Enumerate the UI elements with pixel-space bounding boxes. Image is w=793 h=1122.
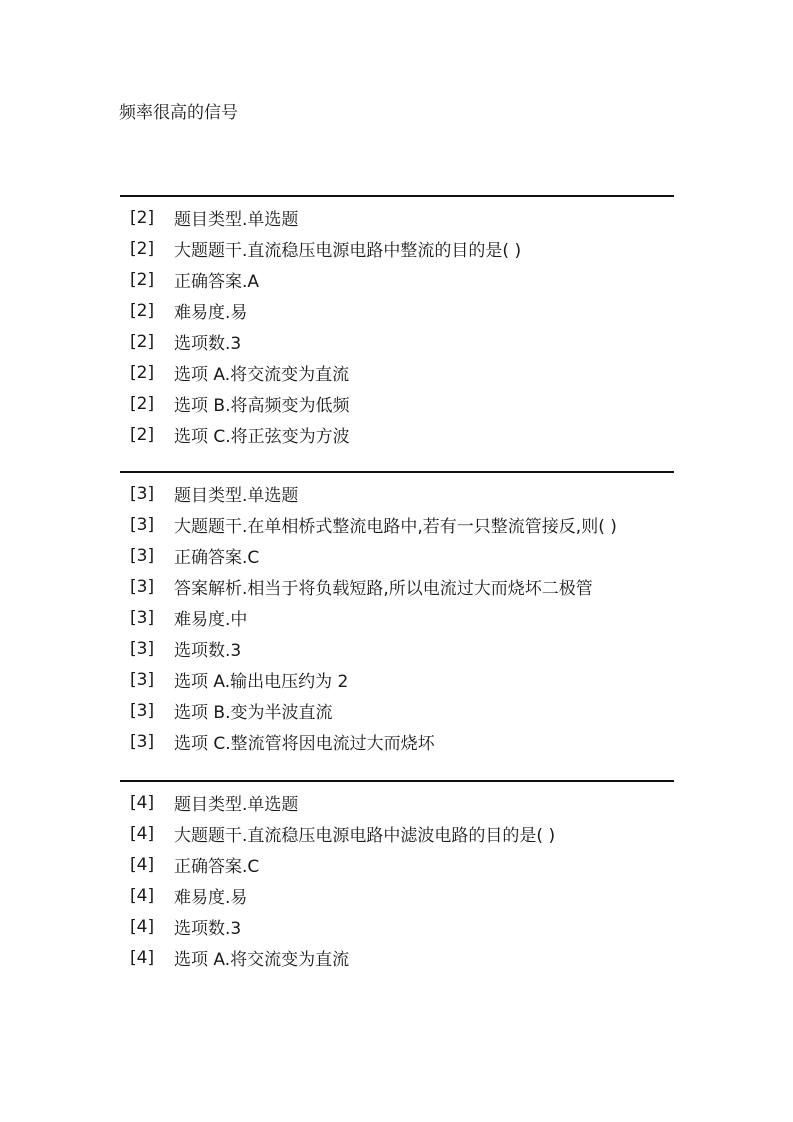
question-number: [4] xyxy=(130,916,155,937)
question-field: 正确答案.C xyxy=(174,857,260,877)
question-row xyxy=(120,818,674,849)
question-row xyxy=(120,571,674,602)
question-field: 选项 B.变为半波直流 xyxy=(174,703,333,723)
question-number: [2] xyxy=(130,331,155,352)
question-row xyxy=(120,357,674,388)
question-row xyxy=(120,540,674,571)
question-number: [4] xyxy=(130,885,155,906)
question-number: [2] xyxy=(130,393,155,414)
question-number: [3] xyxy=(130,483,155,504)
question-field: 正确答案.A xyxy=(174,272,260,292)
question-field: 选项 A.输出电压约为 2 xyxy=(174,672,349,692)
question-row xyxy=(120,602,674,633)
question-block-4 xyxy=(120,780,674,973)
question-number: [4] xyxy=(130,823,155,844)
question-row xyxy=(120,202,674,233)
question-number: [3] xyxy=(130,514,155,535)
question-row xyxy=(120,419,674,450)
question-number: [2] xyxy=(130,238,155,259)
question-row xyxy=(120,880,674,911)
question-number: [3] xyxy=(130,638,155,659)
question-row xyxy=(120,633,674,664)
question-field: 选项 A.将交流变为直流 xyxy=(174,950,350,970)
question-row xyxy=(120,326,674,357)
question-field: 选项 C.整流管将因电流过大而烧坏 xyxy=(174,734,435,754)
question-field: 正确答案.C xyxy=(174,548,260,568)
question-field: 大题题干.在单相桥式整流电路中,若有一只整流管接反,则( ) xyxy=(174,517,617,537)
question-number: [2] xyxy=(130,300,155,321)
question-field: 大题题干.直流稳压电源电路中整流的目的是( ) xyxy=(174,241,522,261)
question-number: [2] xyxy=(130,362,155,383)
question-field: 题目类型.单选题 xyxy=(174,486,299,506)
question-row xyxy=(120,233,674,264)
question-row xyxy=(120,295,674,326)
question-number: [2] xyxy=(130,207,155,228)
question-number: [4] xyxy=(130,854,155,875)
question-number: [3] xyxy=(130,700,155,721)
question-field: 难易度.中 xyxy=(174,610,248,630)
question-number: [3] xyxy=(130,545,155,566)
question-field: 大题题干.直流稳压电源电路中滤波电路的目的是( ) xyxy=(174,826,556,846)
question-row xyxy=(120,695,674,726)
question-row xyxy=(120,264,674,295)
question-row xyxy=(120,849,674,880)
question-field: 选项数.3 xyxy=(174,334,242,354)
question-block-2 xyxy=(120,195,674,450)
question-row xyxy=(120,664,674,695)
question-number: [4] xyxy=(130,947,155,968)
question-number: [3] xyxy=(130,607,155,628)
question-block-3 xyxy=(120,471,674,757)
question-row xyxy=(120,787,674,818)
question-number: [3] xyxy=(130,669,155,690)
question-field: 难易度.易 xyxy=(174,303,248,323)
question-row xyxy=(120,911,674,942)
question-number: [3] xyxy=(130,576,155,597)
question-field: 选项数.3 xyxy=(174,919,242,939)
question-field: 选项 A.将交流变为直流 xyxy=(174,365,350,385)
question-field: 选项数.3 xyxy=(174,641,242,661)
question-field: 题目类型.单选题 xyxy=(174,795,299,815)
question-row xyxy=(120,478,674,509)
question-number: [4] xyxy=(130,792,155,813)
question-field: 难易度.易 xyxy=(174,888,248,908)
question-field: 答案解析.相当于将负载短路,所以电流过大而烧坏二极管 xyxy=(174,579,593,599)
question-field: 选项 B.将高频变为低频 xyxy=(174,396,350,416)
question-number: [2] xyxy=(130,424,155,445)
question-row xyxy=(120,726,674,757)
question-row xyxy=(120,942,674,973)
intro-text: 频率很高的信号 xyxy=(119,103,238,123)
question-number: [2] xyxy=(130,269,155,290)
question-number: [3] xyxy=(130,731,155,752)
question-row xyxy=(120,388,674,419)
question-field: 题目类型.单选题 xyxy=(174,210,299,230)
question-field: 选项 C.将正弦变为方波 xyxy=(174,427,350,447)
question-row xyxy=(120,509,674,540)
